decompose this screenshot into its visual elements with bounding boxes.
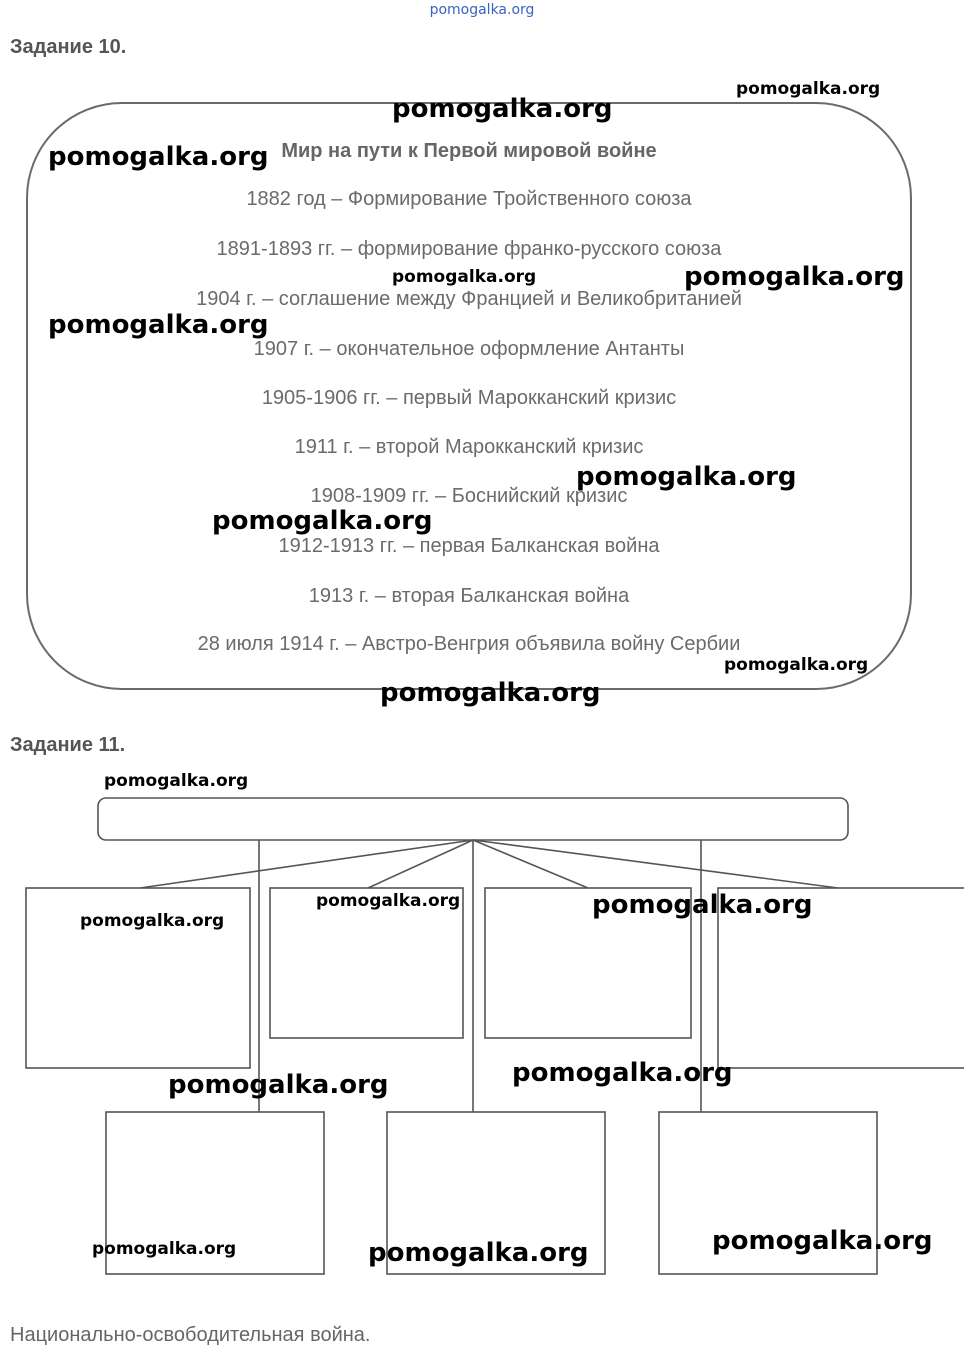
panel-heading: Мир на пути к Первой мировой войне [281,140,657,162]
watermark: pomogalka.org [380,678,601,708]
site-header-link[interactable]: pomogalka.org [429,2,535,18]
event-item: 1904 г. – соглашение между Францией и Великобританией [196,288,742,310]
watermark: pomogalka.org [736,79,881,99]
watermark: pomogalka.org [104,771,249,791]
task-10-title: Задание 10. [10,36,127,58]
watermark: pomogalka.org [48,142,269,172]
event-item: 1913 г. – вторая Балканская война [308,585,630,607]
event-item: 28 июля 1914 г. – Австро-Венгрия объявила войну Сербии [197,633,741,655]
watermark: pomogalka.org [392,267,537,287]
task-11-title: Задание 11. [10,734,126,756]
connector-line [473,840,838,888]
event-item: 1882 год – Формирование Тройственного союза [246,188,692,210]
event-item: 1912-1913 гг. – первая Балканская война [278,535,660,557]
watermark: pomogalka.org [368,1238,589,1268]
event-item: 1907 г. – окончательное оформление Антанты [253,338,685,360]
watermark: pomogalka.org [92,1239,237,1259]
bottom-note: Национально-освободительная война. [10,1324,371,1346]
event-item: 1891-1893 гг. – формирование франко-русского союза [216,238,722,260]
watermark: pomogalka.org [80,911,225,931]
event-item: 1905-1906 гг. – первый Марокканский кризис [261,387,677,409]
watermark: pomogalka.org [316,891,461,911]
watermark: pomogalka.org [724,655,869,675]
watermark: pomogalka.org [684,262,905,292]
watermark: pomogalka.org [576,462,797,492]
event-item: 1911 г. – второй Марокканский кризис [294,436,644,458]
connector-line [140,840,473,888]
last-event-clip [26,630,912,656]
empty-scheme-diagram [0,790,964,1280]
watermark: pomogalka.org [212,506,433,536]
event-item: 1908-1909 гг. – Боснийский кризис [310,485,628,507]
watermark: pomogalka.org [168,1070,389,1100]
watermark: pomogalka.org [392,94,613,124]
top-box [98,798,848,840]
watermark: pomogalka.org [592,890,813,920]
watermark: pomogalka.org [512,1058,733,1088]
watermark: pomogalka.org [712,1226,933,1256]
watermark: pomogalka.org [48,310,269,340]
